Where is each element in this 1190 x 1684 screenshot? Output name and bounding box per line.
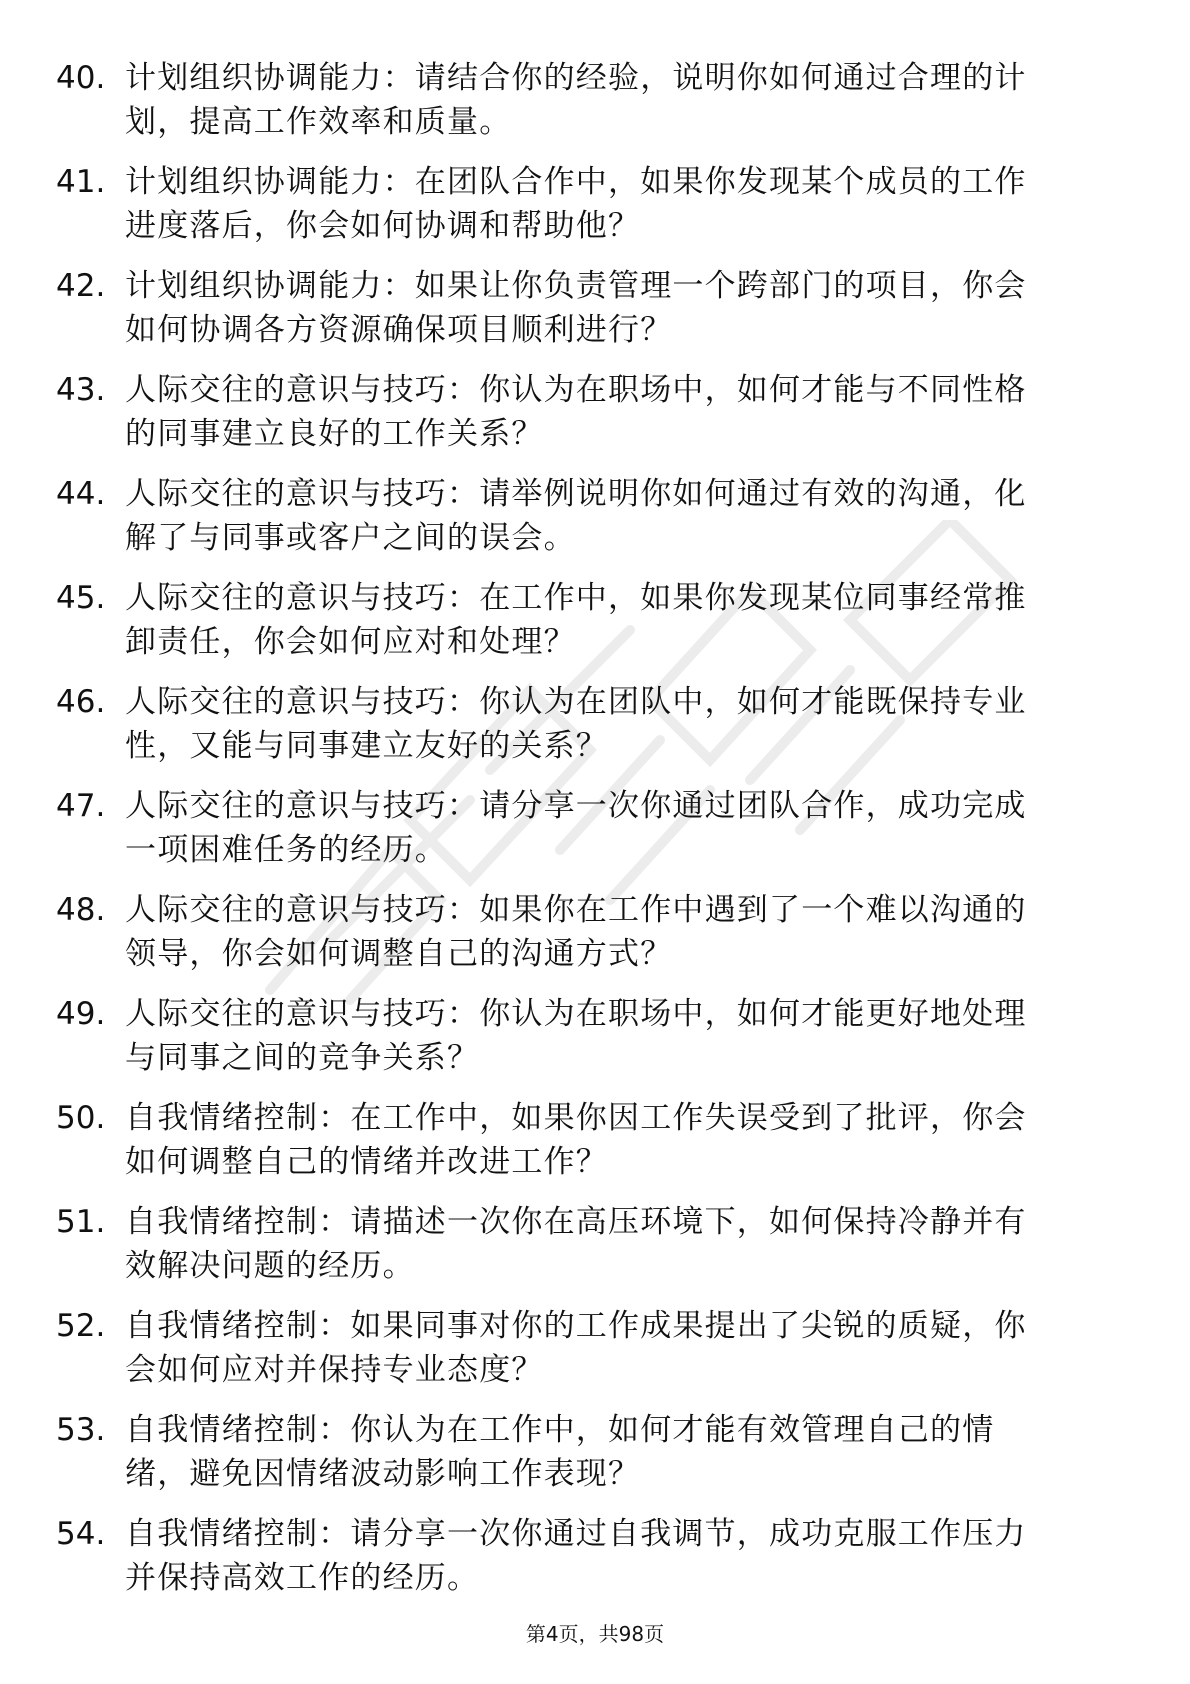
question-line: 人际交往的意识与技巧：你认为在团队中，如何才能既保持专业 [125,684,1027,720]
question-line: 人际交往的意识与技巧：请分享一次你通过团队合作，成功完成 [125,788,1027,824]
question-list [0,48,1190,1608]
question-line: 卸责任，你会如何应对和处理？ [125,624,576,660]
question-line: 自我情绪控制：如果同事对你的工作成果提出了尖锐的质疑，你 [125,1308,1027,1344]
question-item [0,568,1190,672]
question-number: 41. [56,164,106,200]
question-item [0,464,1190,568]
question-line: 人际交往的意识与技巧：请举例说明你如何通过有效的沟通，化 [125,476,1027,512]
question-item [0,1296,1190,1400]
question-text [125,1096,1125,1184]
question-item [0,256,1190,360]
question-line: 解了与同事或客户之间的误会。 [125,520,576,556]
question-text [125,56,1125,144]
question-line: 计划组织协调能力：请结合你的经验，说明你如何通过合理的计 [125,60,1027,96]
question-item [0,48,1190,152]
question-line: 如何协调各方资源确保项目顺利进行？ [125,312,673,348]
question-item [0,1504,1190,1608]
question-item [0,880,1190,984]
question-item [0,1088,1190,1192]
question-text [125,1512,1125,1600]
question-number: 48. [56,892,106,928]
question-number: 50. [56,1100,106,1136]
question-line: 如何调整自己的情绪并改进工作？ [125,1144,608,1180]
question-line: 性，又能与同事建立友好的关系？ [125,728,608,764]
question-line: 并保持高效工作的经历。 [125,1560,480,1596]
question-line: 人际交往的意识与技巧：在工作中，如果你发现某位同事经常推 [125,580,1027,616]
question-text [125,1304,1125,1392]
question-item [0,672,1190,776]
question-line: 与同事之间的竞争关系？ [125,1040,480,1076]
question-number: 46. [56,684,106,720]
question-line: 自我情绪控制：你认为在工作中，如何才能有效管理自己的情 [125,1412,995,1448]
question-line: 人际交往的意识与技巧：如果你在工作中遇到了一个难以沟通的 [125,892,1027,928]
question-text [125,784,1125,872]
question-text [125,264,1125,352]
question-line: 人际交往的意识与技巧：你认为在职场中，如何才能与不同性格 [125,372,1027,408]
page-number-label: 第4页，共98页 [525,1622,665,1646]
question-number: 40. [56,60,106,96]
question-item [0,1400,1190,1504]
question-line: 进度落后，你会如何协调和帮助他？ [125,208,641,244]
question-number: 54. [56,1516,106,1552]
question-number: 51. [56,1204,106,1240]
question-text [125,992,1125,1080]
question-line: 绪，避免因情绪波动影响工作表现？ [125,1456,641,1492]
question-line: 计划组织协调能力：如果让你负责管理一个跨部门的项目，你会 [125,268,1027,304]
question-line: 自我情绪控制：请分享一次你通过自我调节，成功克服工作压力 [125,1516,1027,1552]
question-number: 44. [56,476,106,512]
question-item [0,1192,1190,1296]
question-text [125,888,1125,976]
question-text [125,576,1125,664]
question-line: 人际交往的意识与技巧：你认为在职场中，如何才能更好地处理 [125,996,1027,1032]
question-line: 自我情绪控制：在工作中，如果你因工作失误受到了批评，你会 [125,1100,1027,1136]
question-line: 领导，你会如何调整自己的沟通方式？ [125,936,673,972]
question-line: 自我情绪控制：请描述一次你在高压环境下，如何保持冷静并有 [125,1204,1027,1240]
question-text [125,680,1125,768]
question-text [125,160,1125,248]
question-item [0,776,1190,880]
page-footer [0,1620,1190,1648]
question-number: 42. [56,268,106,304]
question-number: 43. [56,372,106,408]
question-line: 划，提高工作效率和质量。 [125,104,512,140]
question-text [125,368,1125,456]
question-number: 47. [56,788,106,824]
question-text [125,1200,1125,1288]
question-line: 的同事建立良好的工作关系？ [125,416,544,452]
question-line: 一项困难任务的经历。 [125,832,447,868]
question-number: 49. [56,996,106,1032]
question-line: 效解决问题的经历。 [125,1248,415,1284]
question-text [125,1408,1125,1496]
question-item [0,984,1190,1088]
question-line: 会如何应对并保持专业态度？ [125,1352,544,1388]
question-item [0,360,1190,464]
question-text [125,472,1125,560]
question-number: 53. [56,1412,106,1448]
question-line: 计划组织协调能力：在团队合作中，如果你发现某个成员的工作 [125,164,1027,200]
question-number: 52. [56,1308,106,1344]
question-number: 45. [56,580,106,616]
question-item [0,152,1190,256]
